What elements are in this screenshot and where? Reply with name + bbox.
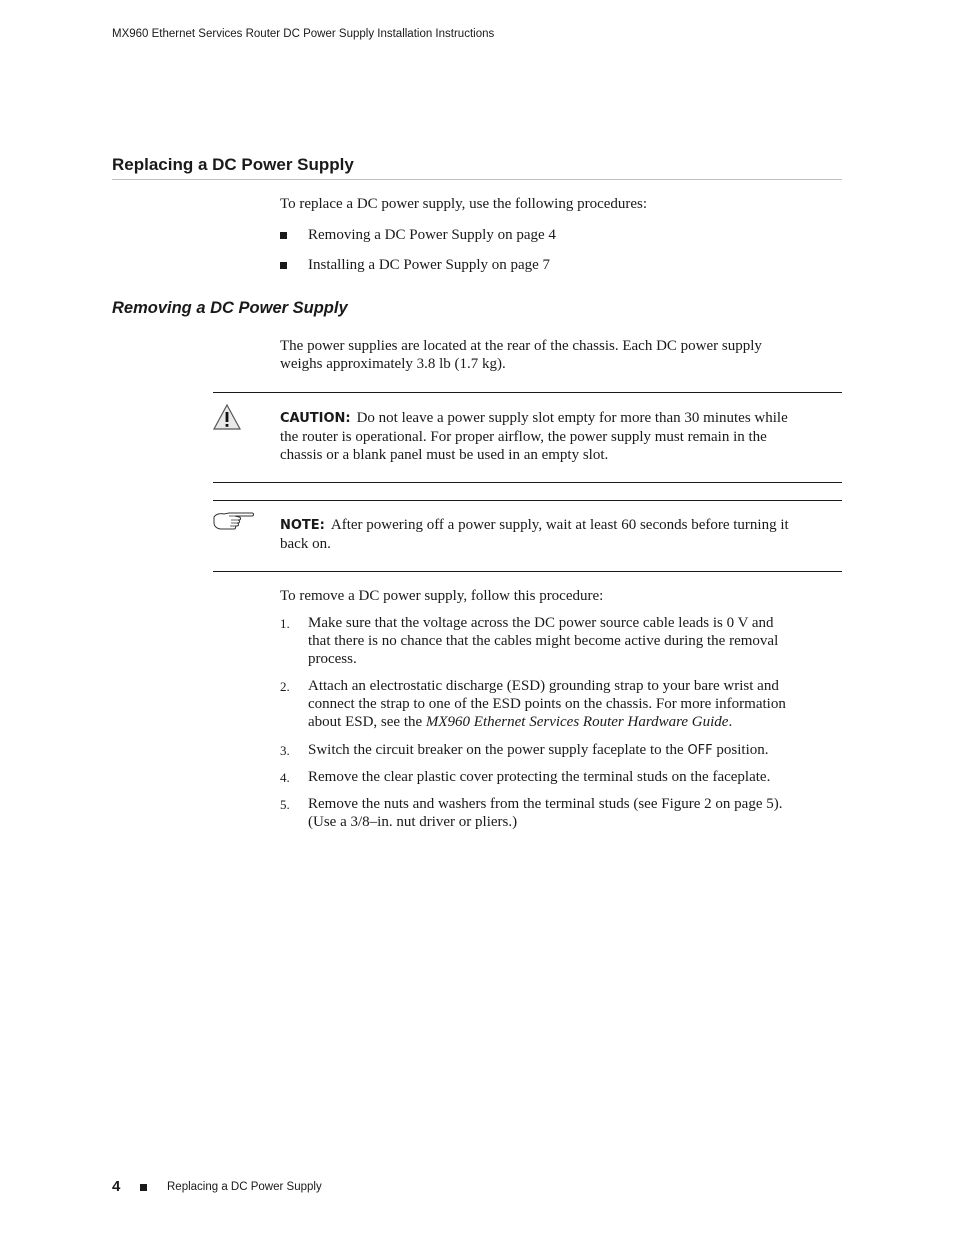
subsection-heading: Removing a DC Power Supply — [112, 299, 348, 317]
step-text: process. — [308, 651, 357, 667]
step-text: connect the strap to one of the ESD points on the chassis. For more information — [308, 696, 786, 712]
note-text: back on. — [280, 536, 331, 552]
list-item — [280, 226, 842, 244]
subsection-intro — [280, 337, 842, 373]
caution-text: chassis or a blank panel must be used in an empty slot. — [280, 447, 609, 463]
step-text: position. — [712, 742, 769, 758]
subsection-intro-line: weighs approximately 3.8 lb (1.7 kg). — [280, 356, 506, 372]
callout-rule-top — [213, 392, 842, 393]
footer-section-title: Replacing a DC Power Supply — [167, 1181, 322, 1193]
footer-bullet-icon — [140, 1184, 147, 1191]
step-text: Switch the circuit breaker on the power supply faceplate to the — [308, 742, 688, 758]
step-number: 4. — [280, 770, 290, 785]
procedure-step — [280, 614, 842, 668]
list-item — [280, 256, 842, 274]
step-text: Remove the nuts and washers from the terminal studs (see Figure 2 on page 5). — [308, 796, 783, 812]
note-label: NOTE: — [280, 518, 325, 533]
procedure-step — [280, 795, 842, 831]
step-number: 1. — [280, 616, 290, 631]
callout-rule-top — [213, 500, 842, 501]
section-intro: To replace a DC power supply, use the following procedures: — [280, 196, 648, 212]
running-header: MX960 Ethernet Services Router DC Power Supply Installation Instructions — [112, 28, 495, 40]
callout-rule-bottom — [213, 571, 842, 572]
step-text: Attach an electrostatic discharge (ESD) grounding strap to your bare wrist and — [308, 678, 779, 694]
step-text: . — [728, 714, 733, 730]
step-number: 2. — [280, 679, 290, 694]
bullet-link-removing[interactable]: Removing a DC Power Supply on page 4 — [308, 227, 556, 243]
step-text: that there is no chance that the cables might become active during the removal — [308, 633, 779, 649]
section-heading: Replacing a DC Power Supply — [112, 155, 842, 180]
note-text: After powering off a power supply, wait at least 60 seconds before turning it — [330, 517, 789, 533]
step-number: 5. — [280, 797, 290, 812]
procedure-step — [280, 768, 842, 786]
bullet-icon — [280, 262, 287, 269]
caution-callout — [280, 409, 842, 464]
caution-label: CAUTION: — [280, 411, 351, 426]
caution-text: Do not leave a power supply slot empty for more than 30 minutes while — [356, 410, 788, 426]
step-text: Make sure that the voltage across the DC power source cable leads is 0 V and — [308, 615, 774, 631]
pointing-hand-icon — [213, 510, 255, 530]
step-text: about ESD, see the — [308, 714, 426, 730]
callout-rule-bottom — [213, 482, 842, 483]
bullet-link-installing[interactable]: Installing a DC Power Supply on page 7 — [308, 257, 551, 273]
step-text: (Use a 3/8–in. nut driver or pliers.) — [308, 814, 518, 830]
off-position-label: OFF — [687, 743, 713, 758]
page-number: 4 — [112, 1178, 121, 1195]
subsection-intro-line: The power supplies are located at the rear of the chassis. Each DC power supply — [280, 338, 762, 354]
note-callout — [280, 516, 842, 553]
procedure-intro: To remove a DC power supply, follow this procedure: — [280, 588, 604, 604]
hardware-guide-title: MX960 Ethernet Services Router Hardware Guide — [425, 714, 729, 730]
bullet-icon — [280, 232, 287, 239]
step-number: 3. — [280, 743, 290, 758]
step-text: Remove the clear plastic cover protecting the terminal studs on the faceplate. — [308, 769, 771, 785]
warning-triangle-icon — [213, 404, 241, 430]
procedure-step — [280, 677, 842, 731]
procedure-step — [280, 741, 842, 759]
caution-text: the router is operational. For proper airflow, the power supply must remain in the — [280, 429, 767, 445]
